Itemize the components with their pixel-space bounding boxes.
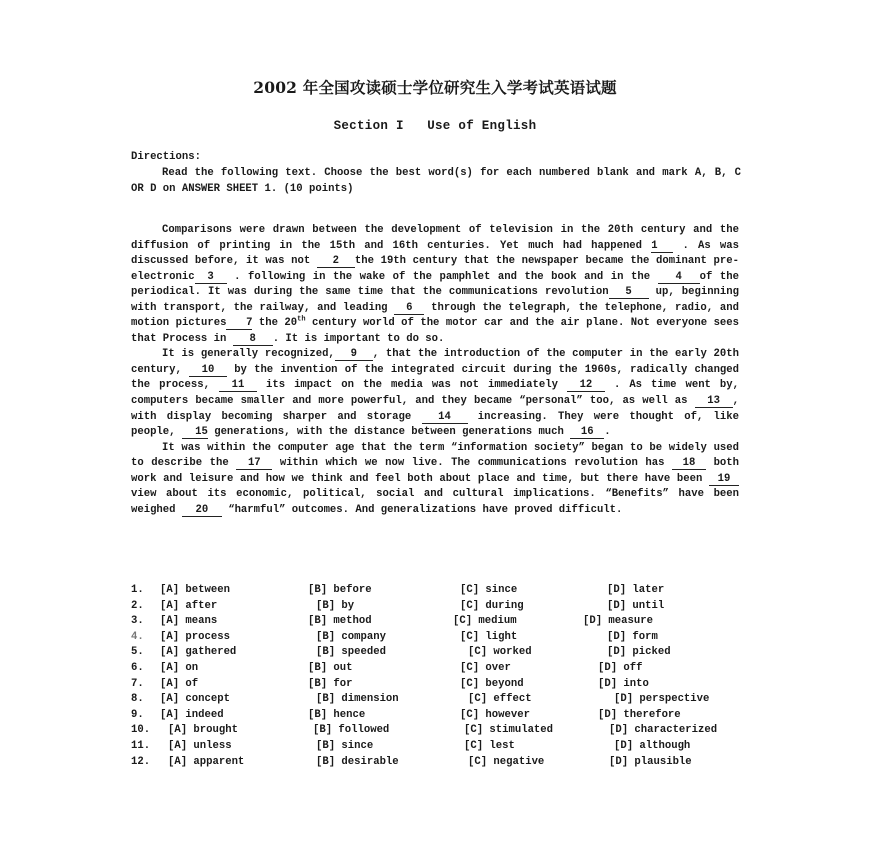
text-run: . As was discussed before, it was not: [131, 239, 740, 268]
text-run: both work and leisure and how we think and feel both about place and time, but there have been: [131, 457, 739, 485]
blank-12: 12: [567, 379, 605, 392]
option-a: [A] apparent: [168, 755, 245, 768]
option-row: [131, 677, 751, 693]
option-row: [131, 630, 751, 646]
text-run: within which we now live. The communications revolution has: [272, 457, 673, 470]
question-number: 9.: [131, 708, 144, 721]
text-run: , that the introduction of the computer in the early 20th century,: [131, 348, 739, 376]
text-run: through the telegraph, the telephone, radio, and motion pictures: [131, 301, 739, 330]
question-number: 7.: [131, 677, 144, 690]
question-number: 12.: [131, 755, 151, 768]
option-b: [B] for: [308, 677, 353, 690]
text-run: . following in the wake of the pamphlet and the book and in the: [226, 270, 658, 283]
option-a: [A] gathered: [160, 646, 237, 659]
passage-paragraph-2: [131, 347, 739, 440]
option-row: [131, 723, 751, 739]
passage-paragraph-1: [131, 223, 739, 347]
question-number: 2.: [131, 599, 144, 612]
option-row: [131, 661, 751, 677]
exam-title: 2002 年全国攻读硕士学位研究生入学考试英语试题: [253, 78, 617, 97]
option-a: [A] concept: [160, 693, 230, 706]
option-row: [131, 692, 751, 708]
option-b: [B] hence: [308, 708, 366, 721]
question-number: 10.: [131, 724, 151, 737]
option-d: [D] later: [607, 584, 665, 596]
directions-label: Directions:: [131, 151, 201, 163]
cloze-passage: [131, 223, 739, 518]
blank-14: 14: [422, 411, 468, 424]
blank-17: 17: [236, 457, 272, 470]
option-a: [A] between: [160, 584, 230, 596]
option-b: [B] out: [308, 661, 353, 674]
option-d: [D] perspective: [614, 693, 710, 706]
option-row: [131, 614, 751, 630]
option-b: [B] before: [308, 584, 372, 596]
option-a: [A] of: [160, 677, 199, 690]
option-c: [C] medium: [453, 615, 517, 628]
blank-5: 5: [609, 286, 649, 299]
blank-16: 16: [570, 426, 604, 439]
option-c: [C] over: [460, 661, 511, 674]
superscript-th: th: [297, 315, 306, 324]
option-a: [A] indeed: [160, 708, 224, 721]
option-row: [131, 599, 751, 615]
text-run: the 19th century that the newspaper became the dominant pre-electronic: [131, 255, 739, 283]
question-number: 3.: [131, 615, 144, 628]
option-c: [C] since: [460, 584, 518, 596]
text-run: “harmful” outcomes. And generalizations have proved difficult.: [221, 503, 623, 516]
option-c: [C] negative: [468, 755, 545, 768]
option-c: [C] during: [460, 599, 524, 612]
blank-13: 13: [695, 395, 733, 408]
question-number: 4.: [131, 630, 144, 643]
text-run: view about its economic, political, social and cultural implications. “Benefits” have been weighed: [131, 488, 739, 516]
option-d: [D] into: [598, 677, 649, 690]
blank-3: 3: [195, 271, 227, 284]
text-run: .: [604, 426, 611, 439]
text-run: generations, with the distance between generations much: [207, 426, 571, 439]
option-a: [A] on: [160, 661, 199, 674]
option-c: [C] lest: [464, 739, 515, 752]
option-d: [D] although: [614, 739, 691, 752]
text-run: of the periodical. It was during the same time that the communications revolution: [131, 270, 739, 299]
passage-paragraph-3: [131, 441, 739, 519]
blank-20: 20: [182, 504, 222, 517]
question-number: 6.: [131, 661, 144, 674]
text-run: It was within the computer age that the term “information society” began to be widely used to describe the: [131, 441, 739, 470]
option-b: [B] company: [316, 630, 386, 643]
option-d: [D] plausible: [609, 755, 692, 768]
text-run: . As time went by, computers became smaller and more powerful, and they became “personal” too, as well as: [131, 379, 739, 408]
option-row: [131, 583, 751, 599]
answer-options: [131, 583, 751, 770]
option-b: [B] by: [316, 599, 355, 612]
option-d: [D] therefore: [598, 708, 681, 721]
option-row: [131, 708, 751, 724]
text-run: increasing. They were thought of, like people,: [131, 410, 739, 439]
question-number: 1.: [131, 584, 144, 596]
option-a: [A] after: [160, 599, 218, 612]
text-run: up, beginning with transport, the railway, and leading: [131, 286, 739, 314]
text-run: It is generally recognized,: [162, 348, 335, 361]
text-run: Comparisons were drawn between the development of television in the 20th century and the diffusion of printing in the 15th and 16th centuries. Yet much had happened: [131, 224, 739, 252]
text-run: century world of the motor car and the air plane. Not everyone sees that Process in: [131, 317, 739, 345]
option-row: [131, 739, 751, 755]
directions-text: Read the following text. Choose the best word(s) for each numbered blank and mark A, B, C OR D on ANSWER SHEET 1. (10 points): [131, 167, 741, 195]
question-number: 8.: [131, 693, 144, 706]
question-number: 5.: [131, 646, 144, 659]
option-d: [D] form: [607, 630, 658, 643]
blank-15: 15: [182, 426, 208, 439]
blank-1: 1: [651, 240, 673, 253]
question-number: 11.: [131, 739, 151, 752]
text-run: by the invention of the integrated circuit during the 1960s, radically changed the process,: [131, 363, 739, 392]
text-run: , with display becoming sharper and storage: [131, 395, 739, 423]
option-a: [A] unless: [168, 739, 232, 752]
blank-8: 8: [233, 333, 273, 346]
option-b: [B] method: [308, 615, 372, 628]
option-b: [B] followed: [313, 724, 390, 737]
option-c: [C] beyond: [460, 677, 524, 690]
blank-7: 7: [226, 317, 252, 330]
option-b: [B] since: [316, 739, 374, 752]
option-c: [C] light: [460, 630, 518, 643]
blank-19: 19: [709, 473, 739, 486]
option-row: [131, 645, 751, 661]
blank-4: 4: [658, 271, 700, 284]
option-b: [B] desirable: [316, 755, 399, 768]
option-d: [D] measure: [583, 615, 653, 628]
option-d: [D] until: [607, 599, 665, 612]
option-b: [B] speeded: [316, 646, 386, 659]
blank-9: 9: [335, 348, 373, 361]
option-d: [D] off: [598, 661, 643, 674]
text-run: . It is important to do so.: [272, 332, 445, 345]
option-a: [A] process: [160, 630, 230, 643]
option-d: [D] picked: [607, 646, 671, 659]
option-c: [C] effect: [468, 693, 532, 706]
section-heading: Section I Use of English: [333, 119, 537, 133]
blank-6: 6: [394, 302, 424, 315]
text-run: the 20: [252, 317, 298, 330]
option-a: [A] brought: [168, 724, 238, 737]
option-d: [D] characterized: [609, 724, 718, 737]
option-row: [131, 755, 751, 771]
blank-2: 2: [317, 255, 355, 268]
blank-18: 18: [672, 457, 706, 470]
option-b: [B] dimension: [316, 693, 399, 706]
option-c: [C] worked: [468, 646, 532, 659]
blank-11: 11: [219, 379, 257, 392]
text-run: its impact on the media was not immediately: [256, 379, 567, 392]
option-a: [A] means: [160, 615, 218, 628]
blank-10: 10: [189, 364, 227, 377]
option-c: [C] however: [460, 708, 530, 721]
option-c: [C] stimulated: [464, 724, 554, 737]
